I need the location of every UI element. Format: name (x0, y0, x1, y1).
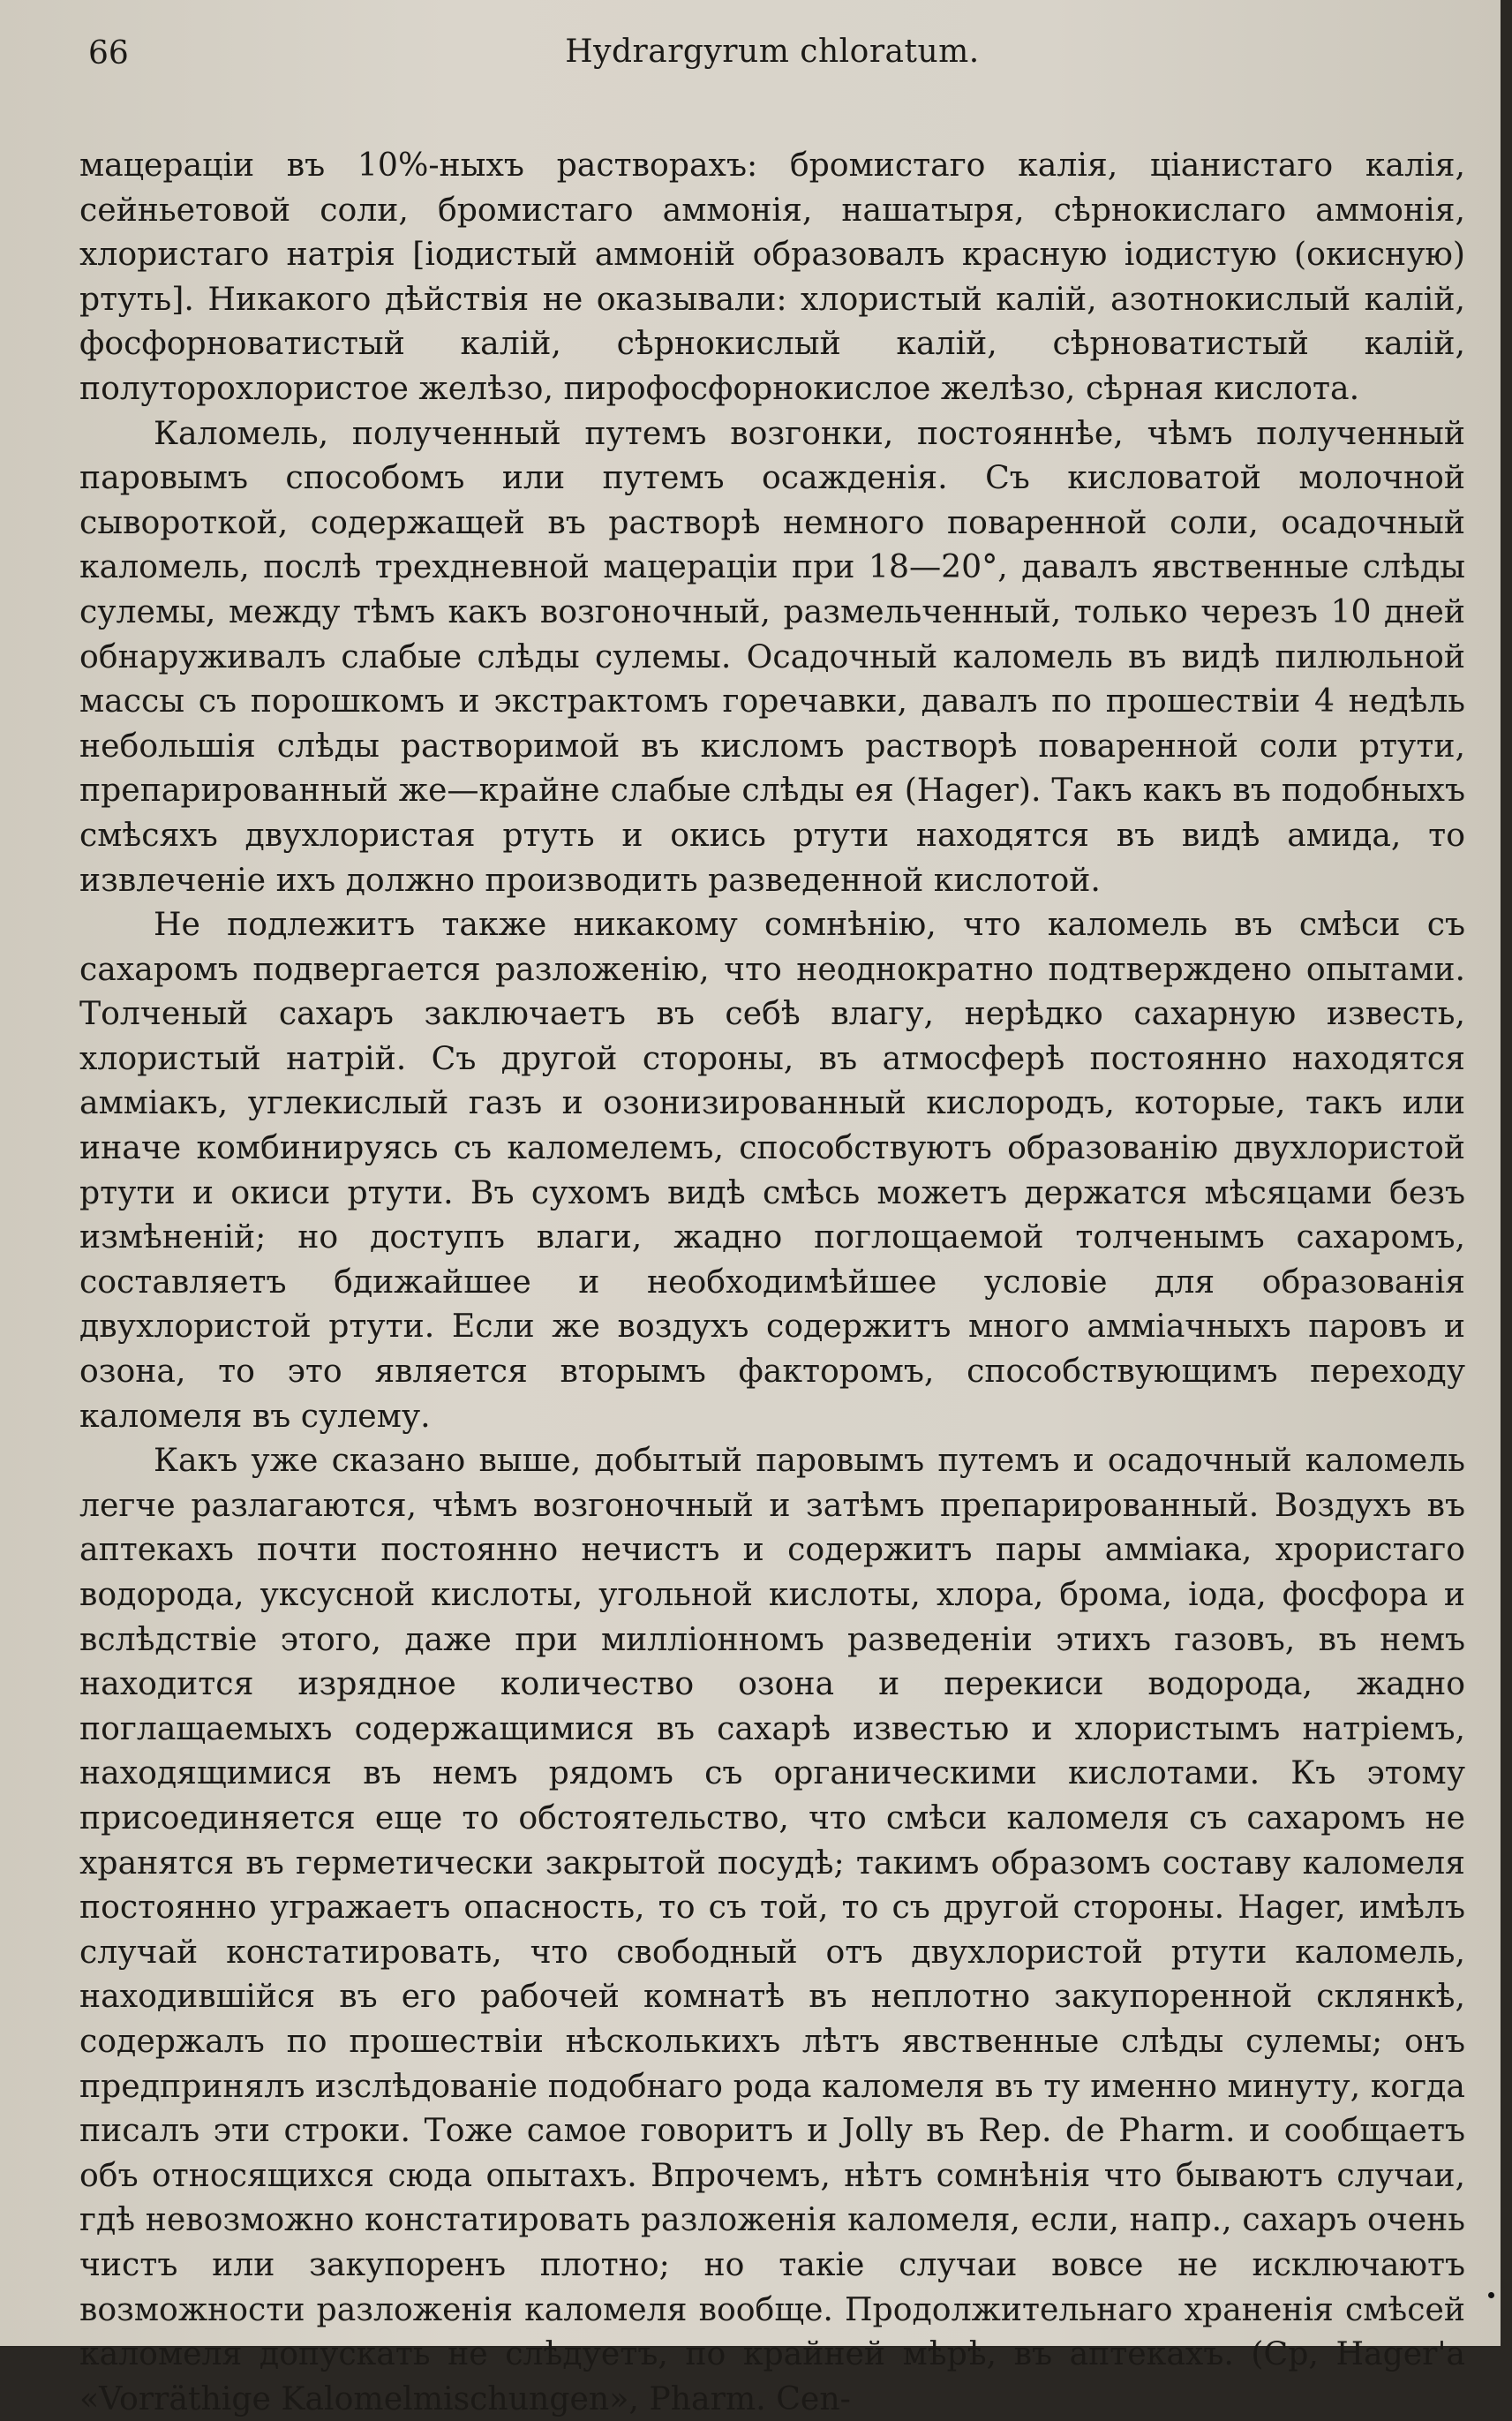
edge-speck (1488, 2292, 1494, 2298)
running-title: Hydrargyrum chloratum. (565, 34, 980, 70)
running-head (79, 26, 1465, 79)
paragraph-pharmacy-air: Какъ уже сказано выше, добытый паровымъ путемъ и осадочный каломель легче разлагаются, чѣмъ возгоночный и затѣмъ препарированный. Воздухъ въ аптекахъ почти постоянно нечистъ и содержитъ пары амміака, хрористаго водорода, уксусной кислоты, угольной кислоты, хлора, брома, іода, фосфора и вслѣдствіе этого, даже при милліонномъ разведеніи этихъ газовъ, въ немъ находится изрядное количество озона и перекиси водорода, жадно поглащаемыхъ содержащимися въ сахарѣ известью и хлористымъ натріемъ, находящимися въ немъ рядомъ съ органическими кислотами. Къ этому присоединяется еще то обстоятельство, что смѣси каломеля съ сахаромъ не хранятся въ герметически закрытой посудѣ; такимъ образомъ составу каломеля постоянно угражаетъ опасность, то съ той, то съ другой стороны. Hager, имѣлъ случай констатировать, что свободный отъ двухлористой ртути каломель, находившійся въ его рабочей комнатѣ въ неплотно закупоренной склянкѣ, содержалъ по прошествіи нѣсколькихъ лѣтъ явственные слѣды сулемы; онъ предпринялъ изслѣдованіе подобнаго рода каломеля въ ту именно минуту, когда писалъ эти строки. Тоже самое говоритъ и Jolly въ Rep. de Pharm. и сообщаетъ объ относящихся сюда опытахъ. Впрочемъ, нѣтъ сомнѣнія что бываютъ случаи, гдѣ невозможно констатировать разложенія каломеля, если, напр., сахаръ очень чистъ или закупоренъ плотно; но такіе случаи вовсе не исключаютъ возможности разложенія каломеля вообще. Продолжительнаго храненія смѣсей каломеля допускать не слѣдуетъ, по крайней мѣрѣ, въ аптекахъ. (Ср, Hager'а «Vorräthige Kalomelmischungen», Pharm. Cen- (79, 1441, 1465, 2417)
paragraph-calomel-sublimation: Каломель, полученный путемъ возгонки, постояннѣе, чѣмъ полученный паровымъ способомъ или путемъ осажденія. Съ кисловатой молочной сывороткой, содержащей въ растворѣ немного поваренной соли, осадочный каломель, послѣ трехдневной мацераціи при 18—20°, давалъ явственные слѣды сулемы, между тѣмъ какъ возгоночный, размельченный, только черезъ 10 дней обнаруживалъ слабые слѣды сулемы. Осадочный каломель въ видѣ пилюльной массы съ порошкомъ и экстрактомъ горечавки, давалъ по прошествіи 4 недѣль небольшія слѣды растворимой въ кисломъ растворѣ поваренной соли ртути, препарированный же—крайне слабые слѣды ея (Hager). Такъ какъ въ подобныхъ смѣсяхъ двухлористая ртуть и окись ртути находятся въ видѣ амида, то извлеченіе ихъ должно производить разведенной кислотой. (79, 413, 1465, 899)
page-number: 66 (88, 35, 129, 72)
body-text (79, 143, 1465, 2421)
paragraph-continuation: мацераціи въ 10%-ныхъ растворахъ: бромистаго калія, ціанистаго калія, сейньетовой соли, бромистаго аммонія, нашатыря, сѣрнокислаго аммонія, хлористаго натрія [іодистый аммоній образовалъ красную іодистую (окисную) ртуть]. Никакого дѣйствія не оказывали: хлористый калій, азотнокислый калій, фосфорноватистый калій, сѣрнокислый калій, сѣрноватистый калій, полуторохлористое желѣзо, пирофосфорнокислое желѣзо, сѣрная кислота. (79, 146, 1465, 407)
paragraph-sugar-mixture: Не подлежитъ также никакому сомнѣнію, что каломель въ смѣси съ сахаромъ подвергается разложенію, что неоднократно подтверждено опытами. Толченый сахаръ заключаетъ въ себѣ влагу, нерѣдко сахарную известь, хлористый натрій. Съ другой стороны, въ атмосферѣ постоянно находятся аммiакъ, углекислый газъ и озонизированный кислородъ, которые, такъ или иначе комбинируясь съ каломелемъ, способствуютъ образованію двухлористой ртути и окиси ртути. Въ сухомъ видѣ смѣсь можетъ держатся мѣсяцами безъ измѣненій; но доступъ влаги, жадно поглощаемой толченымъ сахаромъ, составляетъ бдижайшее и необходимѣйшее условіе для образованія двухлористой ртути. Если же воздухъ содержитъ много амміачныхъ паровъ и озона, то это является вторымъ факторомъ, способствующимъ переходу каломеля въ сулему. (79, 905, 1465, 1435)
